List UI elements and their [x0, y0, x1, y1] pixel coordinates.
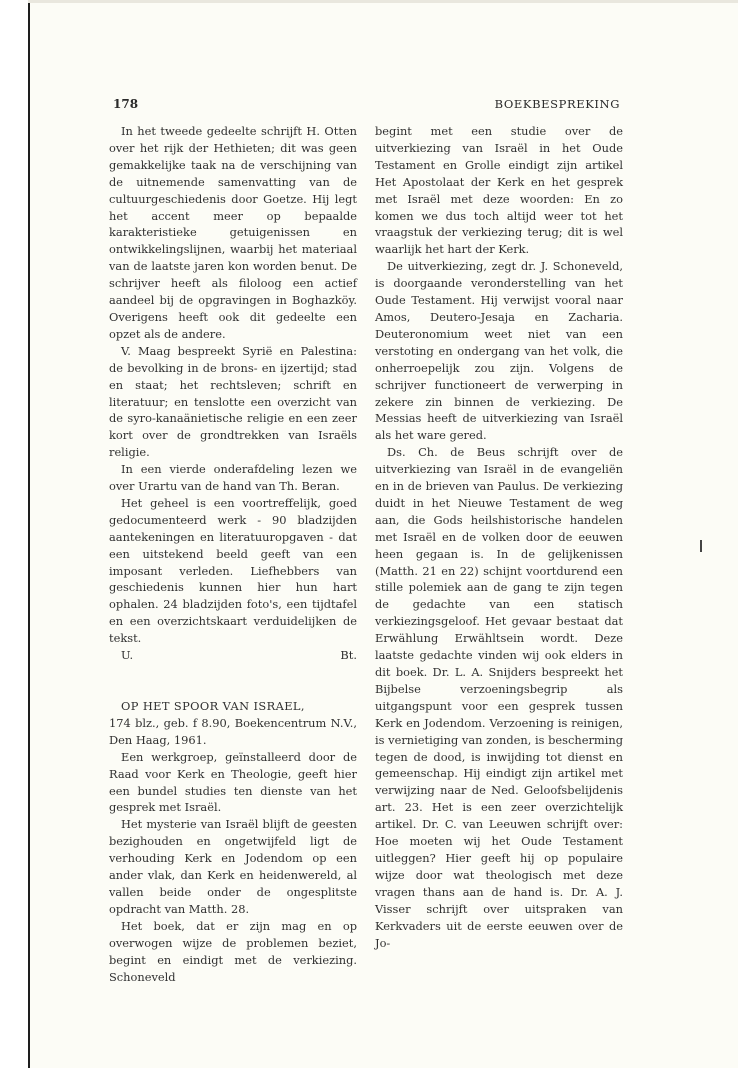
- page-number: 178: [113, 97, 139, 111]
- paragraph: De uitverkiezing, zegt dr. J. Schoneveld, is doorgaande veronderstelling van het Oude Testament. Hij verwijst vooral naar Amos, Deutero-Jesaja en Zacharia. Deuteronomium weet niet van een verstoting en ondergang van het volk, die onherroepelijk zou zijn. Volgens de schrijver functioneert de verwerping in zekere zin binnen de verkiezing. De Messias heeft de uitverkiezing van Israël als het ware gered.: [375, 259, 623, 443]
- margin-mark: [700, 540, 702, 552]
- book-reference: [109, 698, 357, 749]
- signature-author: Bt.: [340, 648, 357, 663]
- paragraph: Het mysterie van Israël blijft de geesten bezighouden en ongetwijfeld ligt de verhouding Kerk en Jodendom op een ander vlak, dan Kerk en heidenwereld, al vallen beide onder de ongesplitste opdracht van Matth. 28.: [109, 817, 357, 916]
- signature-initial: U.: [121, 648, 134, 663]
- review-signature: [109, 647, 357, 664]
- paragraph: Het geheel is een voortreffelijk, goed gedocumenteerd werk - 90 bladzijden aantekeningen en literatuuropgaven - dat een uitstekend beeld geeft van een imposant verleden. Liefhebbers van geschiedenis kunnen hier hun hart ophalen. 24 bladzijden foto's, een tijdtafel en een overzichtskaart verduidelijken de tekst.: [109, 495, 357, 646]
- paragraph: Een werkgroep, geïnstalleerd door de Raad voor Kerk en Theologie, geeft hier een bundel studies ten dienste van het gesprek met Israël.: [109, 749, 357, 815]
- paragraph: In een vierde onderafdeling lezen we over Urartu van de hand van Th. Beran.: [109, 462, 357, 494]
- section-gap: [109, 664, 357, 698]
- paragraph: Ds. Ch. de Beus schrijft over de uitverkiezing van Israël in de evangeliën en in de brieven van Paulus. De verkiezing duidt in het Nieuwe Testament de weg aan, die Gods heilshistorische handelen met Israël en de volken door de eeuwen heen gegaan is. In de gelijkenissen (Matth. 21 en 22) schijnt voortdurend een stille polemiek aan de gang te zijn tegen de gedachte van een statisch verkiezingsgeloof. Het gevaar bestaat dat Erwählung Erwähltsein wordt. Deze laatste gedachte vinden wij ook elders in dit boek. Dr. L. A. Snijders bespreekt het Bijbelse verzoeningsbegrip als uitgangspunt voor een gesprek tussen Kerk en Jodendom. Verzoening is reinigen, is vernietiging van zonden, is bescherming tegen de dood, is inwijding tot dienst en gemeenschap. Hij eindigt zijn artikel met verwijzing naar de Ned. Geloofsbelijdenis art. 23. Het is een zeer overzichtelijk artikel. Dr. C. van Leeuwen schrijft over: Hoe moeten wij het Oude Testament uitleggen? Hier geeft hij op populaire wijze door wat theologisch met deze vragen thans aan de hand is. Dr. A. J. Visser schrijft over uitspraken van Kerkvaders uit de eerste eeuwen over de Jo-: [375, 445, 623, 950]
- paragraph: Het boek, dat er zijn mag en op overwogen wijze de problemen beziet, begint en eindigt met de verkiezing. Schoneveld: [109, 918, 357, 984]
- paragraph: In het tweede gedeelte schrijft H. Otten over het rijk der Hethieten; dit was geen gemakkelijke taak na de verschijning van de uitnemende samenvatting van de cultuurgeschiedenis door Goetze. Hij legt het accent meer op bepaalde karakteristieke getuigenissen en ontwikkelingslijnen, waarbij het materiaal van de laatste jaren kon worden benut. De schrijver heeft als filoloog een actief aandeel bij de opgravingen in Boghazköy. Overigens heeft ook dit gedeelte een opzet als de andere.: [109, 124, 357, 341]
- paragraph: begint met een studie over de uitverkiezing van Israël in het Oude Testament en Grolle eindigt zijn artikel Het Apostolaat der Kerk en het gesprek met Israël met deze woorden: En zo komen we dus toch altijd weer tot het vraagstuk der verkiezing terug; dit is wel waarlijk het hart der Kerk.: [375, 124, 623, 257]
- paragraph: V. Maag bespreekt Syrië en Palestina: de bevolking in de brons- en ijzertijd; stad en staat; het rechtsleven; schrift en literatuur; en tenslotte een overzicht van de syro-kanaänietische religie en een zeer kort over de grondtrekken van Israëls religie.: [109, 343, 357, 460]
- right-column: [375, 123, 623, 951]
- running-title: BOEKBESPREKING: [494, 97, 620, 111]
- book-details: 174 blz., geb. f 8.90, Boekencentrum N.V., Den Haag, 1961.: [109, 715, 357, 747]
- book-title: OP HET SPOOR VAN ISRAEL,: [121, 699, 305, 713]
- left-column: [109, 123, 357, 985]
- scan-top-edge: [28, 0, 738, 3]
